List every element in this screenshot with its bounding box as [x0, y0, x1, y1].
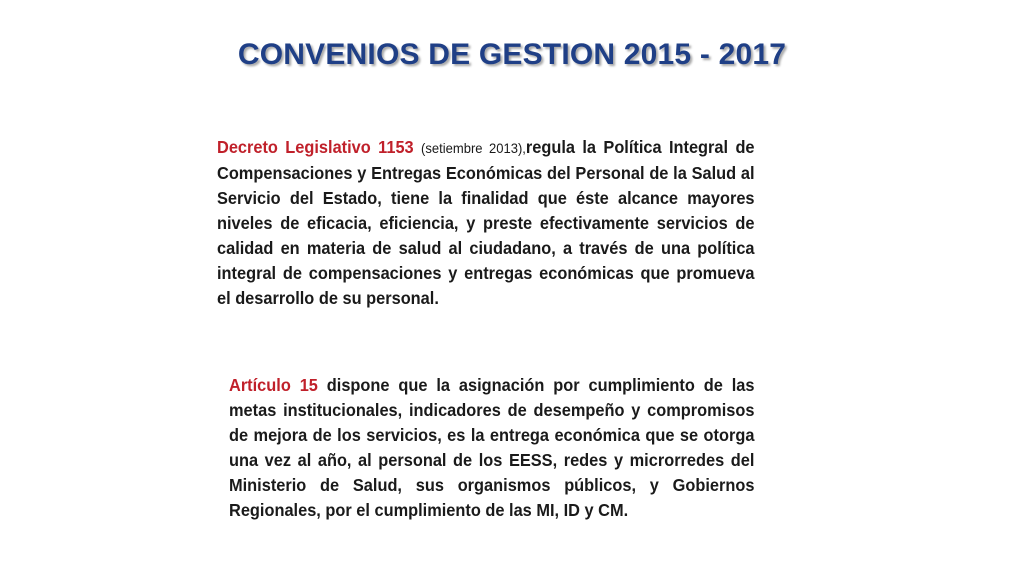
article-reference: Artículo 15: [229, 375, 318, 395]
decree-paragraph: [217, 135, 755, 311]
article-paragraph: [229, 373, 754, 523]
slide-title: CONVENIOS DE GESTION 2015 - 2017: [237, 38, 787, 71]
decree-date-note: (setiembre 2013),: [421, 140, 526, 156]
decree-reference: Decreto Legislativo 1153: [217, 137, 414, 157]
decree-description: regula la Política Integral de Compensaciones y Entregas Económicas del Personal de la Salud al Servicio del Estado, tiene la finalidad que éste alcance mayores niveles de eficacia, eficiencia, y preste efectivamente servicios de calidad en materia de salud al ciudadano, a través de una política integral de compensaciones y entregas económicas que promueva el desarrollo de su personal.: [217, 137, 755, 308]
article-description: dispone que la asignación por cumplimiento de las metas institucionales, indicadores de desempeño y compromisos de mejora de los servicios, es la entrega económica que se otorga una vez al año, al personal de los EESS, redes y microrredes del Ministerio de Salud, sus organismos públicos, y Gobiernos Regionales, por el cumplimiento de las MI, ID y CM.: [229, 375, 755, 520]
